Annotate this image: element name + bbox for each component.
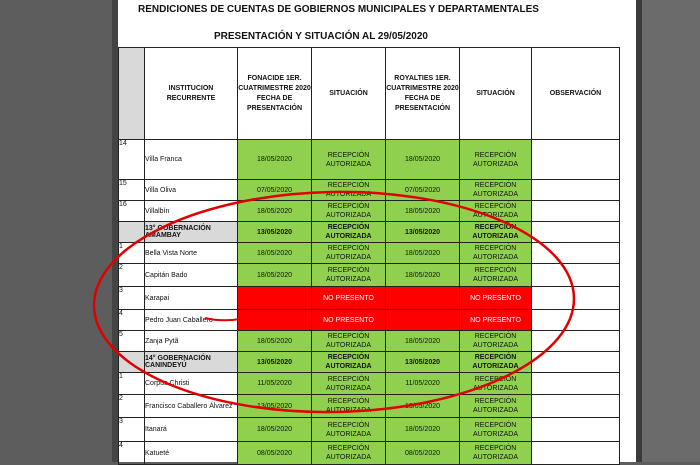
document-page [118,0,636,462]
institution-name: Villa Franca [145,140,238,180]
royalties-date: 18/05/2020 [386,264,460,287]
row-number: 2 [119,395,145,418]
row-number: 2 [119,264,145,287]
observacion-cell [532,310,620,331]
royalties-status: RECEPCIÓN AUTORIZADA [460,222,532,243]
observacion-cell [532,352,620,373]
fonacide-status: RECEPCIÓN AUTORIZADA [312,352,386,373]
document-title: RENDICIONES DE CUENTAS DE GOBIERNOS MUNICIPALES Y DEPARTAMENTALES [138,4,539,15]
observacion-cell [532,180,620,201]
institution-name: Pedro Juan Caballero [145,310,238,331]
document-subtitle: PRESENTACIÓN Y SITUACIÓN AL 29/05/2020 [214,31,428,42]
royalties-date: 07/05/2020 [386,180,460,201]
table-row [119,418,620,442]
observacion-cell [532,264,620,287]
table-row-gobernacion [119,222,620,243]
royalties-status: RECEPCIÓN AUTORIZADA [460,243,532,264]
fonacide-status: RECEPCIÓN AUTORIZADA [312,264,386,287]
royalties-status: RECEPCIÓN AUTORIZADA [460,331,532,352]
fonacide-status: NO PRESENTO [312,310,386,331]
fonacide-date: 18/05/2020 [238,140,312,180]
table-header-row [119,48,620,140]
row-number: 4 [119,442,145,465]
institution-name: Villa Oliva [145,180,238,201]
row-number: 14 [119,140,145,180]
table-row [119,395,620,418]
royalties-date: 13/05/2020 [386,395,460,418]
observacion-cell [532,442,620,465]
header-situacion-2: SITUACIÓN [460,48,532,140]
royalties-status: RECEPCIÓN AUTORIZADA [460,418,532,442]
row-number: 3 [119,287,145,310]
fonacide-date: 18/05/2020 [238,201,312,222]
fonacide-status: RECEPCIÓN AUTORIZADA [312,201,386,222]
row-number: 4 [119,310,145,331]
fonacide-date: 08/05/2020 [238,442,312,465]
fonacide-status: NO PRESENTO [312,287,386,310]
table-row-gobernacion [119,352,620,373]
royalties-status: RECEPCIÓN AUTORIZADA [460,180,532,201]
table-row [119,201,620,222]
table-row [119,373,620,395]
fonacide-date: 07/05/2020 [238,180,312,201]
fonacide-status: RECEPCIÓN AUTORIZADA [312,180,386,201]
fonacide-date: 13/05/2020 [238,222,312,243]
royalties-date [386,310,460,331]
fonacide-status: RECEPCIÓN AUTORIZADA [312,395,386,418]
table-row [119,140,620,180]
royalties-status: RECEPCIÓN AUTORIZADA [460,201,532,222]
fonacide-date: 13/05/2020 [238,395,312,418]
royalties-date: 11/05/2020 [386,373,460,395]
header-fonacide: FONACIDE 1ER. CUATRIMESTRE 2020 FECHA DE PRESENTACIÓN [238,48,312,140]
royalties-date: 18/05/2020 [386,201,460,222]
row-number [119,222,145,243]
row-number: 16 [119,201,145,222]
fonacide-status: RECEPCIÓN AUTORIZADA [312,331,386,352]
fonacide-status: RECEPCIÓN AUTORIZADA [312,418,386,442]
row-number: 3 [119,418,145,442]
row-number: 1 [119,243,145,264]
observacion-cell [532,373,620,395]
observacion-cell [532,395,620,418]
royalties-date: 18/05/2020 [386,331,460,352]
royalties-status: RECEPCIÓN AUTORIZADA [460,373,532,395]
header-situacion-1: SITUACIÓN [312,48,386,140]
royalties-date [386,287,460,310]
institution-name: 13° GOBERNACIÓN AMAMBAY [145,222,238,243]
fonacide-date: 13/05/2020 [238,352,312,373]
fonacide-date: 18/05/2020 [238,264,312,287]
observacion-cell [532,418,620,442]
institution-name: Bella Vista Norte [145,243,238,264]
royalties-date: 13/05/2020 [386,352,460,373]
royalties-date: 08/05/2020 [386,442,460,465]
institution-name: 14° GOBERNACIÓN CANINDEYÚ [145,352,238,373]
fonacide-date: 11/05/2020 [238,373,312,395]
royalties-date: 18/05/2020 [386,140,460,180]
table-row [119,331,620,352]
royalties-date: 18/05/2020 [386,243,460,264]
table-row [119,287,620,310]
institution-name: Francisco Caballero Álvarez [145,395,238,418]
royalties-date: 13/05/2020 [386,222,460,243]
fonacide-status: RECEPCIÓN AUTORIZADA [312,442,386,465]
header-num [119,48,145,140]
observacion-cell [532,222,620,243]
royalties-date: 18/05/2020 [386,418,460,442]
header-observacion: OBSERVACIÓN [532,48,620,140]
fonacide-status: RECEPCIÓN AUTORIZADA [312,243,386,264]
table-row [119,310,620,331]
royalties-status: RECEPCIÓN AUTORIZADA [460,352,532,373]
institution-name: Villalbín [145,201,238,222]
royalties-status: RECEPCIÓN AUTORIZADA [460,140,532,180]
fonacide-status: RECEPCIÓN AUTORIZADA [312,373,386,395]
table-row [119,264,620,287]
royalties-status: RECEPCIÓN AUTORIZADA [460,264,532,287]
row-number: 5 [119,331,145,352]
royalties-status: RECEPCIÓN AUTORIZADA [460,395,532,418]
header-royalties: ROYALTIES 1ER. CUATRIMESTRE 2020 FECHA DE PRESENTACIÓN [386,48,460,140]
observacion-cell [532,331,620,352]
fonacide-status: RECEPCIÓN AUTORIZADA [312,140,386,180]
institution-name: Zanja Pytã [145,331,238,352]
viewer-background-right [642,0,700,462]
row-number: 1 [119,373,145,395]
observacion-cell [532,140,620,180]
fonacide-date [238,287,312,310]
institution-name: Itanará [145,418,238,442]
row-number: 15 [119,180,145,201]
table-row [119,442,620,465]
observacion-cell [532,201,620,222]
fonacide-date: 18/05/2020 [238,331,312,352]
royalties-status: RECEPCIÓN AUTORIZADA [460,442,532,465]
table-row [119,243,620,264]
fonacide-date: 18/05/2020 [238,243,312,264]
rendiciones-table [118,47,620,465]
header-institucion: INSTITUCION RECURRENTE [145,48,238,140]
institution-name: Karapai [145,287,238,310]
royalties-status: NO PRESENTO [460,287,532,310]
table-row [119,180,620,201]
fonacide-status: RECEPCIÓN AUTORIZADA [312,222,386,243]
royalties-status: NO PRESENTO [460,310,532,331]
institution-name: Corpus Christi [145,373,238,395]
institution-name: Capitán Bado [145,264,238,287]
fonacide-date: 18/05/2020 [238,418,312,442]
observacion-cell [532,243,620,264]
institution-name: Katueté [145,442,238,465]
observacion-cell [532,287,620,310]
row-number [119,352,145,373]
fonacide-date [238,310,312,331]
